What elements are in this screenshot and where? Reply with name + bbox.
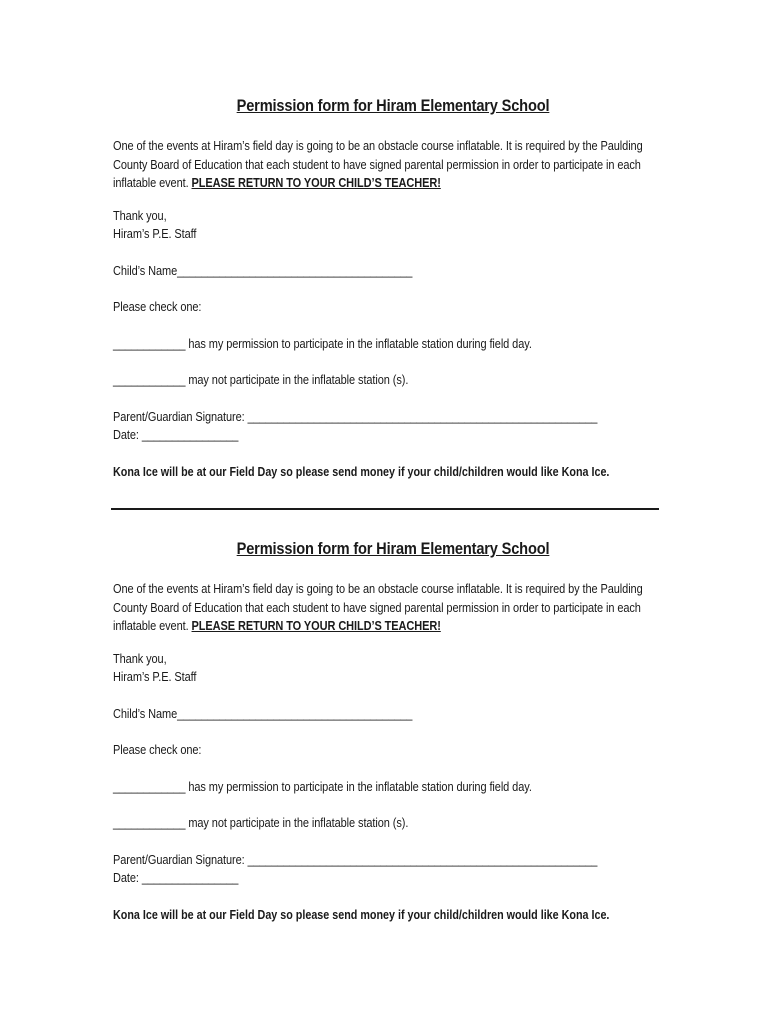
intro-line: [113, 174, 606, 193]
signature-block: [113, 851, 673, 888]
intro-paragraph: [113, 137, 673, 193]
permission-yes-option[interactable]: ____________ has my permission to participate in the inflatable station during field day.: [113, 336, 532, 351]
check-prompt: Please check one:: [113, 743, 202, 757]
signoff: [113, 207, 673, 244]
staff-text: Hiram’s P.E. Staff: [113, 670, 197, 684]
staff-text: Hiram’s P.E. Staff: [113, 227, 197, 241]
permission-yes-option[interactable]: ____________ has my permission to participate in the inflatable station during field day.: [113, 779, 532, 794]
check-prompt: Please check one:: [113, 300, 202, 314]
intro-line: One of the events at Hiram’s field day is going to be an obstacle course inflatable. It is required by the Paulding: [113, 139, 643, 153]
kona-ice-note: Kona Ice will be at our Field Day so please send money if your child/children would like Kona Ice.: [113, 464, 610, 479]
signature-block: [113, 408, 673, 445]
signoff: [113, 650, 673, 687]
date-field[interactable]: Date: ________________: [113, 428, 239, 442]
child-name-field[interactable]: Child’s Name_______________________________________: [113, 263, 413, 278]
return-note: PLEASE RETURN TO YOUR CHILD’S TEACHER!: [191, 619, 441, 633]
thanks-text: Thank you,: [113, 651, 167, 666]
permission-no-option[interactable]: ____________ may not participate in the inflatable station (s).: [113, 373, 409, 387]
return-note: PLEASE RETURN TO YOUR CHILD’S TEACHER!: [191, 176, 441, 190]
date-field[interactable]: Date: ________________: [113, 871, 239, 885]
form-title: Permission form for Hiram Elementary School: [236, 96, 550, 115]
permission-no-option[interactable]: ____________ may not participate in the inflatable station (s).: [113, 816, 409, 830]
form-title: Permission form for Hiram Elementary School: [236, 539, 550, 558]
permission-form-top: [113, 95, 673, 481]
signature-field[interactable]: Parent/Guardian Signature: __________________________________________________________: [113, 409, 598, 424]
child-name-field[interactable]: Child’s Name_______________________________________: [113, 706, 413, 721]
intro-paragraph: [113, 580, 673, 636]
permission-form-bottom: [113, 538, 673, 924]
cut-line-divider: [111, 508, 659, 510]
intro-line: One of the events at Hiram’s field day is going to be an obstacle course inflatable. It is required by the Paulding: [113, 582, 643, 596]
intro-line-text: inflatable event.: [113, 176, 192, 190]
kona-ice-note: Kona Ice will be at our Field Day so please send money if your child/children would like Kona Ice.: [113, 907, 610, 922]
intro-line: County Board of Education that each student to have signed parental permission in order to participate in each: [113, 600, 641, 615]
intro-line-text: inflatable event.: [113, 619, 192, 633]
intro-line: County Board of Education that each student to have signed parental permission in order to participate in each: [113, 157, 641, 172]
thanks-text: Thank you,: [113, 208, 167, 223]
signature-field[interactable]: Parent/Guardian Signature: __________________________________________________________: [113, 852, 598, 867]
intro-line: [113, 617, 606, 636]
